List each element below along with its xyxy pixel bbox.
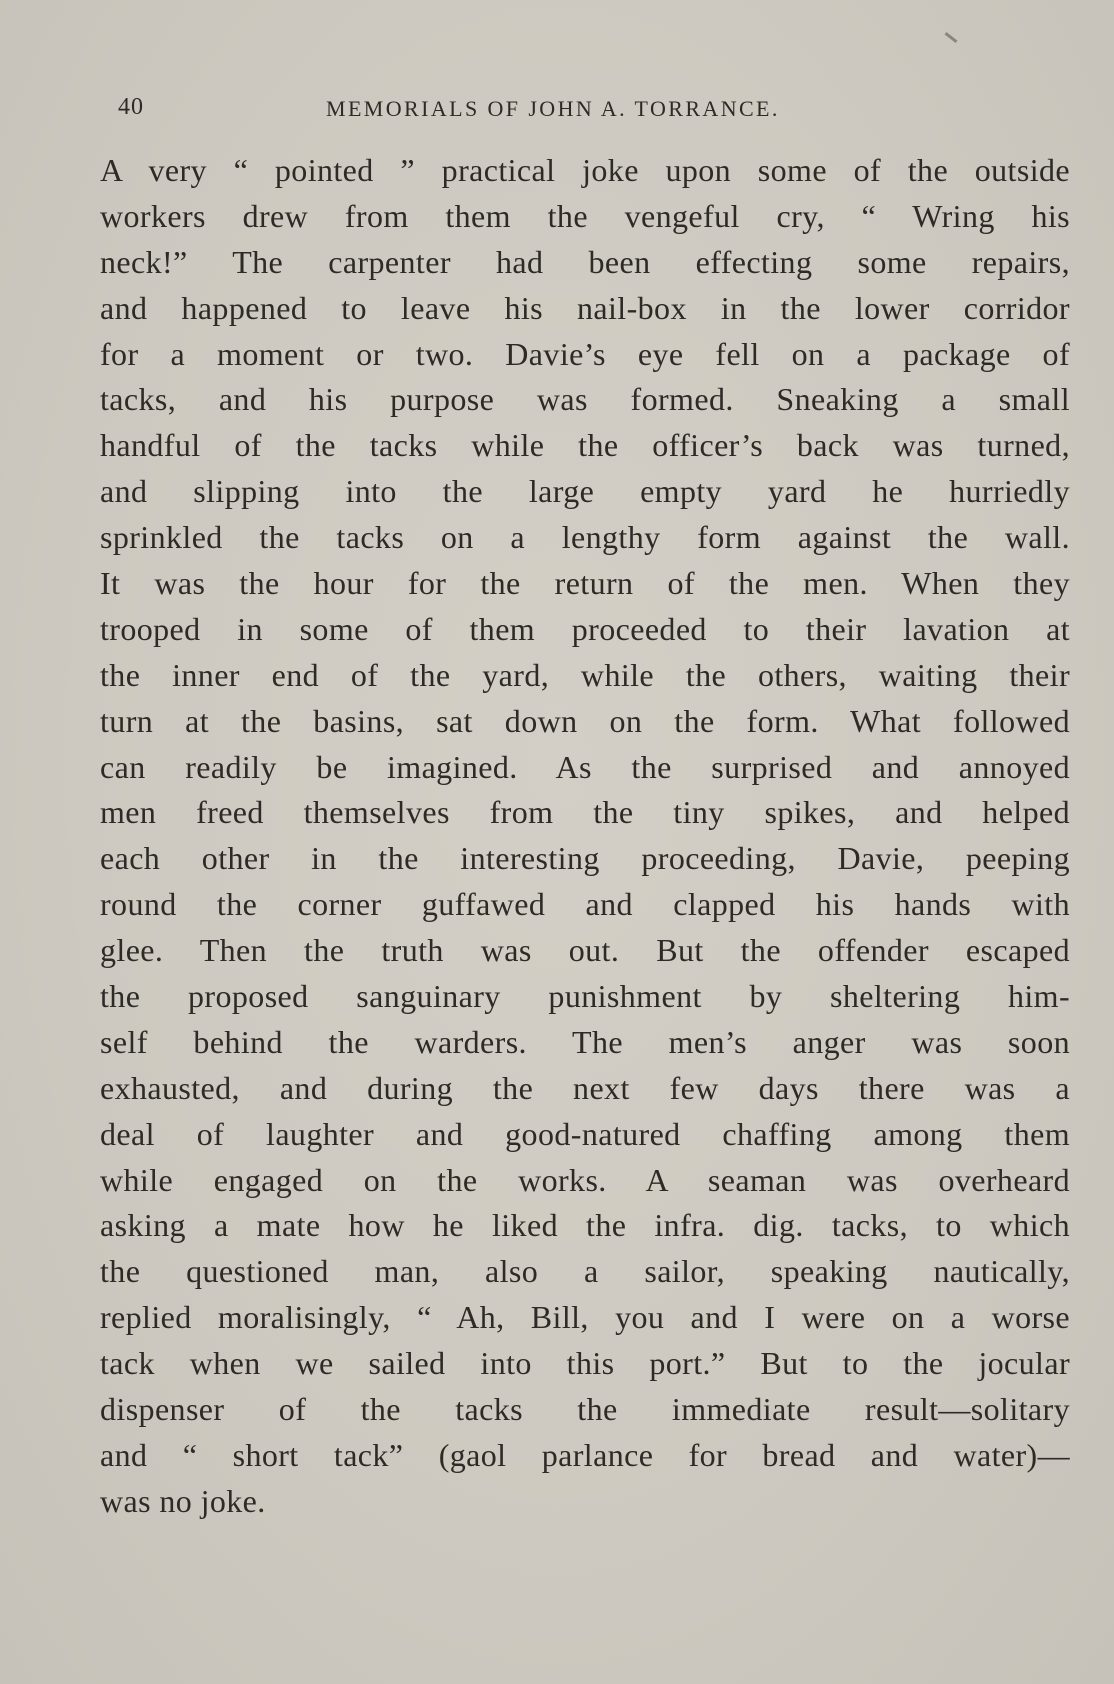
text-line: trooped in some of them proceeded to their lavation at — [100, 610, 1070, 647]
page-number: 40 — [118, 94, 144, 120]
text-line: exhausted, and during the next few days there was a — [100, 1069, 1070, 1106]
text-line: dispenser of the tacks the immediate result—solitary — [100, 1391, 1070, 1428]
text-line: for a moment or two. Davie’s eye fell on a package of — [100, 335, 1070, 372]
text-line: can readily be imagined. As the surprised and annoyed — [100, 748, 1070, 785]
text-line: and happened to leave his nail-box in the lower corridor — [100, 289, 1070, 326]
text-line: asking a mate how he liked the infra. dig. tacks, to which — [100, 1207, 1070, 1244]
ink-mark — [945, 32, 958, 43]
text-line: the questioned man, also a sailor, speaking nautically, — [100, 1253, 1070, 1290]
text-line: men freed themselves from the tiny spikes, and helped — [100, 794, 1070, 831]
text-line: the proposed sanguinary punishment by sheltering him- — [100, 978, 1070, 1015]
body-text — [100, 148, 1070, 1525]
text-line: and slipping into the large empty yard he hurriedly — [100, 473, 1070, 510]
running-title: MEMORIALS OF JOHN A. TORRANCE. — [326, 96, 780, 121]
text-line: was no joke. — [100, 1482, 266, 1519]
text-line: deal of laughter and good-natured chaffing among them — [100, 1115, 1070, 1152]
text-line: replied moralisingly, “ Ah, Bill, you and I were on a worse — [100, 1299, 1070, 1336]
text-line: tacks, and his purpose was formed. Sneaking a small — [100, 381, 1070, 418]
text-line: glee. Then the truth was out. But the offender escaped — [100, 932, 1070, 969]
text-line: round the corner guffawed and clapped his hands with — [100, 886, 1070, 923]
text-line: A very “ pointed ” practical joke upon some of the outside — [100, 152, 1070, 188]
text-line: sprinkled the tacks on a lengthy form against the wall. — [100, 519, 1070, 556]
text-line: handful of the tacks while the officer’s back was turned, — [100, 427, 1070, 464]
text-line: It was the hour for the return of the men. When they — [100, 565, 1070, 602]
text-line: each other in the interesting proceeding, Davie, peeping — [100, 840, 1070, 877]
text-line: and “ short tack” (gaol parlance for bread and water)— — [100, 1436, 1070, 1473]
text-line: tack when we sailed into this port.” But to the jocular — [100, 1345, 1070, 1382]
text-line: neck!” The carpenter had been effecting some repairs, — [100, 243, 1070, 280]
text-line: turn at the basins, sat down on the form. What followed — [100, 702, 1070, 739]
text-line: while engaged on the works. A seaman was overheard — [100, 1161, 1070, 1198]
text-line: the inner end of the yard, while the others, waiting their — [100, 656, 1070, 693]
text-line: workers drew from them the vengeful cry, “ Wring his — [100, 197, 1070, 234]
text-line: self behind the warders. The men’s anger was soon — [100, 1023, 1070, 1060]
running-header — [118, 94, 858, 126]
